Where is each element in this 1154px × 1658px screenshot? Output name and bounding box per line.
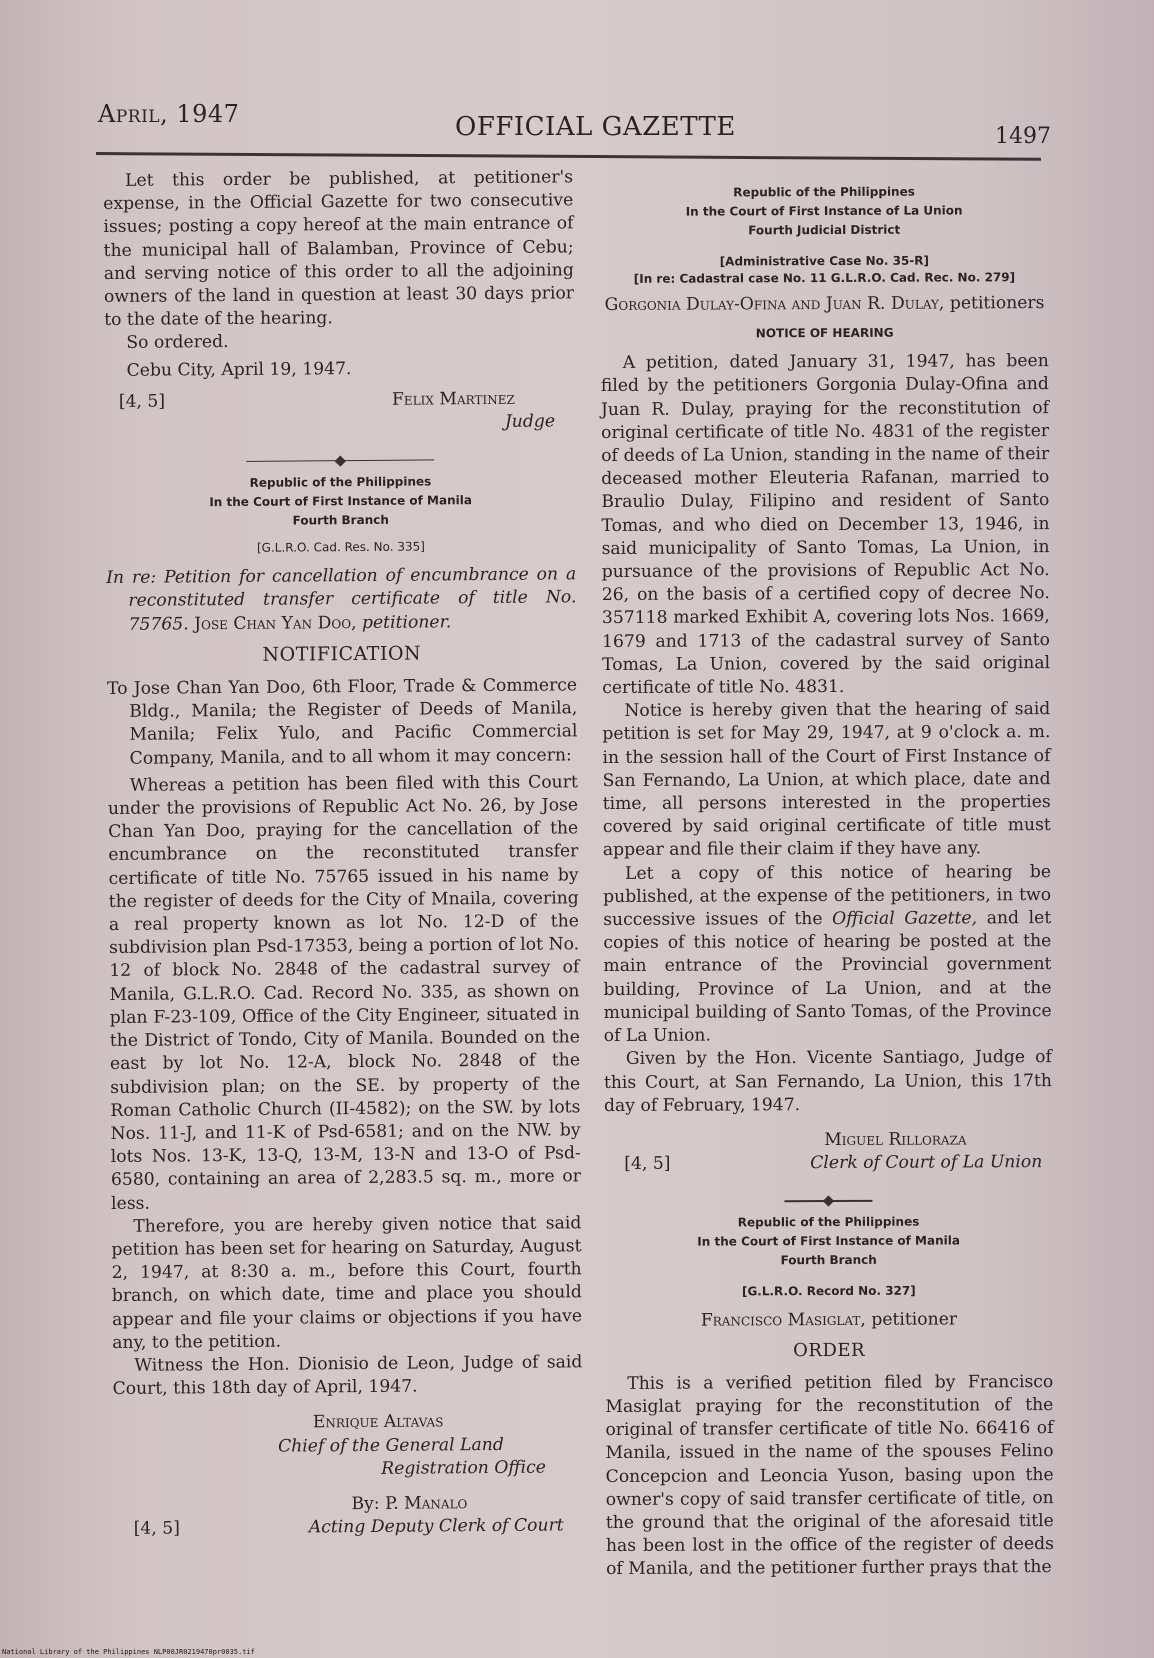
signer-name: Enrique Altavas xyxy=(312,1411,444,1433)
in-re-label: In re: xyxy=(106,567,157,589)
order-publication-paragraph: Let this order be published, at petitioner's expense, in the Official Gazette for two consecutive issues; posting a copy hereof at the main entrance of the municipal hall of Balamban, Province of Cebu; and serving notice of this order to all the adjoining owners of the land in question at least 30 days prior to the date of the hearing. xyxy=(103,167,575,331)
witness-paragraph: Witness the Hon. Dionisio de Leon, Judge of said Court, this 18th day of April, 1947. xyxy=(112,1352,583,1400)
petitioners-caption xyxy=(600,292,1048,317)
order-paragraph: This is a verified petition filed by Francisco Masiglat praying for the reconstitution of the original of transfer certificate of title No. 66416 of Manila, issued in the name of the spouses Felino Concepcion and Leoncia Yuson, basing upon the owner's copy of said transfer certificate of title, on the ground that the original of the aforesaid title has been lost in the office of the register of deeds of Manila, and the petitioner further prays that the xyxy=(605,1371,1054,1580)
court-header-line2: In the Court of First Instance of La Union xyxy=(685,203,963,219)
place-date: Cebu City, April 19, 1947. xyxy=(126,358,352,381)
by-label: By: xyxy=(351,1493,380,1515)
therefore-paragraph: Therefore, you are hereby given notice that said petition has been set for hearing on Saturday, August 2, 1947, at 8:30 a. m., before this Court, fourth branch, on which date, time and place you should appear and file your claims or objections if you have any, to the petition. xyxy=(111,1212,583,1353)
page-number: 1497 xyxy=(995,124,1051,149)
order-heading: ORDER xyxy=(793,1339,866,1361)
by-signature-row xyxy=(114,1514,584,1541)
signer-name: Felix Martinez xyxy=(391,388,515,410)
by-title: Acting Deputy Clerk of Court xyxy=(308,1515,564,1538)
notice-heading: NOTICE OF HEARING xyxy=(755,325,894,341)
addressees: To Jose Chan Yan Doo, 6th Floor, Trade & Commerce Bldg., Manila; the Register of Deeds of Manila, Manila; Felix Yulo, and Pacific Commercial Company, Manila, and to all whom it may concern: xyxy=(106,675,578,769)
signature-row xyxy=(604,1151,1052,1176)
publication-text-before: Let a copy of this notice of hearing be published, at the expense of the petitioners, in two successive issues of the xyxy=(603,861,1052,931)
whereas-paragraph: Whereas a petition has been filed with this Court under the provisions of Republic Act No. 26, by Jose Chan Yan Doo, praying for the cancellation of the encumbrance on the reconstituted transfer certificate of title No. 75765 issued in his name by the register of deeds for the City of Mnaila, covering a real property known as lot No. 12-D of the subdivision plan Psd-17353, being a portion of lot No. 12 of block No. 2848 of the cadastral survey of Manila, G.L.R.O. Cad. Record No. 335, as shown on plan F-23-109, Office of the City Engineer, situated in the District of Tondo, City of Manila. Bounded on the east by lot No. 12-A, block No. 2848 of the subdivision plan; on the SE. by property of the Roman Catholic Church (II-4582); on the SW. by lots Nos. 11-J, and 11-K of Psd-6581; and on the NW. by lots Nos. 13-K, 13-Q, 13-M, 13-N and 13-O of Psd-6580, containing an area of 2,283.5 sq. m., more or less. xyxy=(107,772,581,1214)
court-header-line1: Republic of the Philippines xyxy=(737,1214,920,1230)
case-reference-1: [Administrative Case No. 35-R] xyxy=(719,253,930,269)
court-header-line1: Republic of the Philippines xyxy=(733,184,915,200)
in-re-text: Petition for cancellation of encumbrance on a reconstituted transfer certificate of title No. 75765. xyxy=(128,564,577,635)
so-ordered: So ordered. xyxy=(126,332,229,354)
archive-footer: National Library of the Philippines NLP00JR0219470pr0035.tif xyxy=(2,1648,255,1656)
petitioners-label: petitioners xyxy=(949,293,1045,314)
petition-paragraph: A petition, dated January 31, 1947, has been filed by the petitioners Gorgonia Dulay-Ofina and Juan R. Dulay, praying for the reconstitution of original certificate of title No. 4831 of the register of deeds of La Union, standing in the name of their deceased mother Eleuteria Rafanan, married to Braulio Dulay, Filipino and resident of Santo Tomas, and who died on December 13, 1946, in said municipality of Santo Tomas, La Union, in pursuance of the provisions of Republic Act No. 26, on the basis of a certified copy of decree No. 357118 marked Exhibit A, covering lots Nos. 1669, 1679 and 1713 of the cadastral survey of Santo Tomas, La Union, covered by the said original certificate of title No. 4831. xyxy=(600,351,1051,699)
right-column xyxy=(600,182,1054,1581)
signer-title: Judge xyxy=(504,411,556,432)
court-header-line1: Republic of the Philippines xyxy=(249,474,432,491)
publication-text-after: and let copies of this notice of hearing be posted at the main entrance of the Provincial government building, Province of La Union, and at the municipal building of Santo Tomas, of the Province of La Union. xyxy=(603,908,1052,1047)
signer-title-line2: Registration Office xyxy=(381,1457,546,1479)
petitioner-label: petitioner xyxy=(871,1309,958,1331)
section-divider xyxy=(604,1188,1052,1202)
court-header-line2: In the Court of First Instance of Manila xyxy=(697,1233,960,1249)
in-re-caption xyxy=(106,564,577,637)
petitioners-names: Gorgonia Dulay-Ofina and Juan R. Dulay, xyxy=(604,293,945,315)
gazette-name: Official Gazette, xyxy=(832,908,978,930)
case-reference: [G.L.R.O. Record No. 327] xyxy=(741,1283,916,1299)
issue-ref: [4, 5] xyxy=(133,1518,180,1539)
court-header-line2: In the Court of First Instance of Manila xyxy=(209,493,472,510)
petitioner-name: Francisco Masiglat, xyxy=(700,1310,866,1331)
petitioner-label: petitioner. xyxy=(361,611,452,633)
signer-title-line1: Chief of the General Land xyxy=(277,1434,504,1457)
issue-ref: [4, 5] xyxy=(624,1153,671,1175)
case-reference-2: [In re: Cadastral case No. 11 G.L.R.O. Cad. Rec. No. 279] xyxy=(633,270,1016,286)
left-column xyxy=(103,166,584,1541)
header-rule xyxy=(96,152,1041,161)
given-by-paragraph: Given by the Hon. Vicente Santiago, Judge of this Court, at San Fernando, La Union, this 17th day of February, 1947. xyxy=(603,1047,1052,1116)
court-header-line3: Fourth Branch xyxy=(780,1253,877,1268)
signer-name: Miguel Rilloraza xyxy=(824,1129,967,1150)
issue-date: April, 1947 xyxy=(98,100,240,128)
issue-ref: [4, 5] xyxy=(118,391,166,412)
petitioner-caption xyxy=(605,1308,1053,1333)
section-divider xyxy=(105,448,575,464)
publication-paragraph xyxy=(603,861,1052,1049)
petitioner-name: Jose Chan Yan Doo, xyxy=(194,612,357,634)
publication-title: OFFICIAL GAZETTE xyxy=(455,112,736,142)
notification-heading: NOTIFICATION xyxy=(262,642,422,666)
signer-title: Clerk of Court of La Union xyxy=(810,1152,1043,1174)
case-reference: [G.L.R.O. Cad. Res. No. 335] xyxy=(256,539,426,556)
court-header-line3: Fourth Branch xyxy=(292,513,389,528)
by-name: P. Manalo xyxy=(385,1493,468,1514)
court-header-line3: Fourth Judicial District xyxy=(748,222,901,238)
hearing-paragraph: Notice is hereby given that the hearing of said petition is set for May 29, 1947, at 9 o'clock a. m. in the session hall of the Court of First Instance of San Fernando, La Union, at which place, date and time, all persons interested in the properties covered by said original certificate of title must appear and file their claim if they have any. xyxy=(602,699,1051,861)
